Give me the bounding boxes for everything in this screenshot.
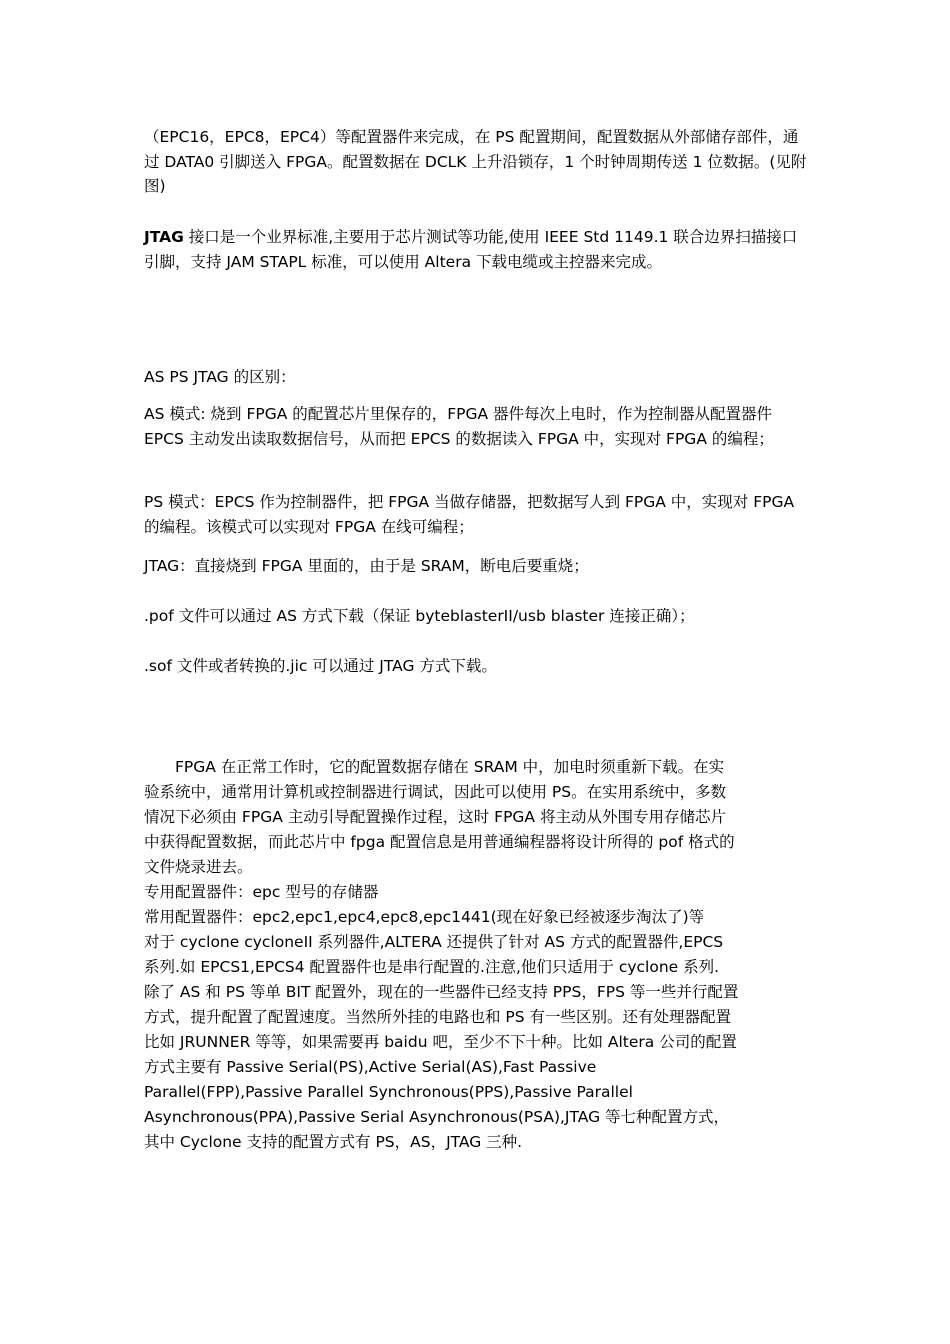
block-line: 比如 JRUNNER 等等，如果需要再 baidu 吧，至少不下十种。比如 Altera 公司的配置 — [144, 1033, 737, 1051]
paragraph-ps-config: （EPC16，EPC8，EPC4）等配置器件来完成，在 PS 配置期间，配置数据从外部储存部件，通过 DATA0 引脚送入 FPGA。配置数据在 DCLK 上升沿锁存，1 个时钟周期传送 1 位数据。(见附图) — [144, 128, 807, 195]
block-line: 方式主要有 Passive Serial(PS),Active Serial(AS),Fast Passive — [144, 1058, 597, 1076]
block-line: 专用配置器件：epc 型号的存储器 — [144, 883, 379, 901]
block-line: 其中 Cyclone 支持的配置方式有 PS，AS，JTAG 三种. — [144, 1133, 523, 1151]
paragraph-as-mode: AS 模式: 烧到 FPGA 的配置芯片里保存的，FPGA 器件每次上电时，作为控制器从配置器件 EPCS 主动发出读取数据信号，从而把 EPCS 的数据读入 FPGA 中，实现对 FPGA 的编程； — [144, 405, 774, 448]
block-line: 验系统中，通常用计算机或控制器进行调试，因此可以使用 PS。在实用系统中，多数 — [144, 783, 727, 801]
block-line: 除了 AS 和 PS 等单 BIT 配置外，现在的一些器件已经支持 PPS，FPS 等一些并行配置 — [144, 983, 739, 1001]
paragraph-ps-mode: PS 模式：EPCS 作为控制器件，把 FPGA 当做存储器，把数据写人到 FPGA 中，实现对 FPGA 的编程。该模式可以实现对 FPGA 在线可编程； — [144, 493, 795, 536]
block-line: 中获得配置数据，而此芯片中 fpga 配置信息是用普通编程器将设计所得的 pof 格式的 — [144, 833, 735, 851]
block-line: Parallel(FPP),Passive Parallel Synchronous(PPS),Passive Parallel — [144, 1083, 633, 1101]
paragraph-jtag-interface — [144, 225, 808, 274]
block-line: Asynchronous(PPA),Passive Serial Asynchronous(PSA),JTAG 等七种配置方式， — [144, 1108, 730, 1126]
jtag-bold-term: JTAG — [144, 228, 184, 246]
fpga-config-block — [144, 755, 808, 1155]
block-line: FPGA 在正常工作时，它的配置数据存储在 SRAM 中，加电时须重新下载。在实 — [144, 758, 725, 776]
block-line: 情况下必须由 FPGA 主动引导配置操作过程，这时 FPGA 将主动从外围专用存储芯片 — [144, 808, 726, 826]
block-line: 方式，提升配置了配置速度。当然所外挂的电路也和 PS 有一些区别。还有处理器配置 — [144, 1008, 732, 1026]
block-line: 对于 cyclone cycloneII 系列器件,ALTERA 还提供了针对 AS 方式的配置器件,EPCS — [144, 933, 724, 951]
block-line: 系列.如 EPCS1,EPCS4 配置器件也是串行配置的.注意,他们只适用于 cyclone 系列. — [144, 958, 720, 976]
paragraph-jtag-mode: JTAG：直接烧到 FPGA 里面的，由于是 SRAM，断电后要重烧； — [144, 557, 589, 575]
block-line: 常用配置器件：epc2,epc1,epc4,epc8,epc1441(现在好象已经被逐步淘汰了)等 — [144, 908, 705, 926]
paragraph-pof-download: .pof 文件可以通过 AS 方式下载（保证 byteblasterII/usb blaster 连接正确）； — [144, 607, 695, 625]
section-heading-differences: AS PS JTAG 的区别： — [144, 368, 296, 386]
block-line: 文件烧录进去。 — [144, 858, 253, 876]
paragraph-sof-download: .sof 文件或者转换的.jic 可以通过 JTAG 方式下载。 — [144, 657, 497, 675]
jtag-description: 接口是一个业界标准,主要用于芯片测试等功能,使用 IEEE Std 1149.1 联合边界扫描接口引脚，支持 JAM STAPL 标准，可以使用 Altera 下载电缆或主控器来完成。 — [144, 228, 798, 271]
